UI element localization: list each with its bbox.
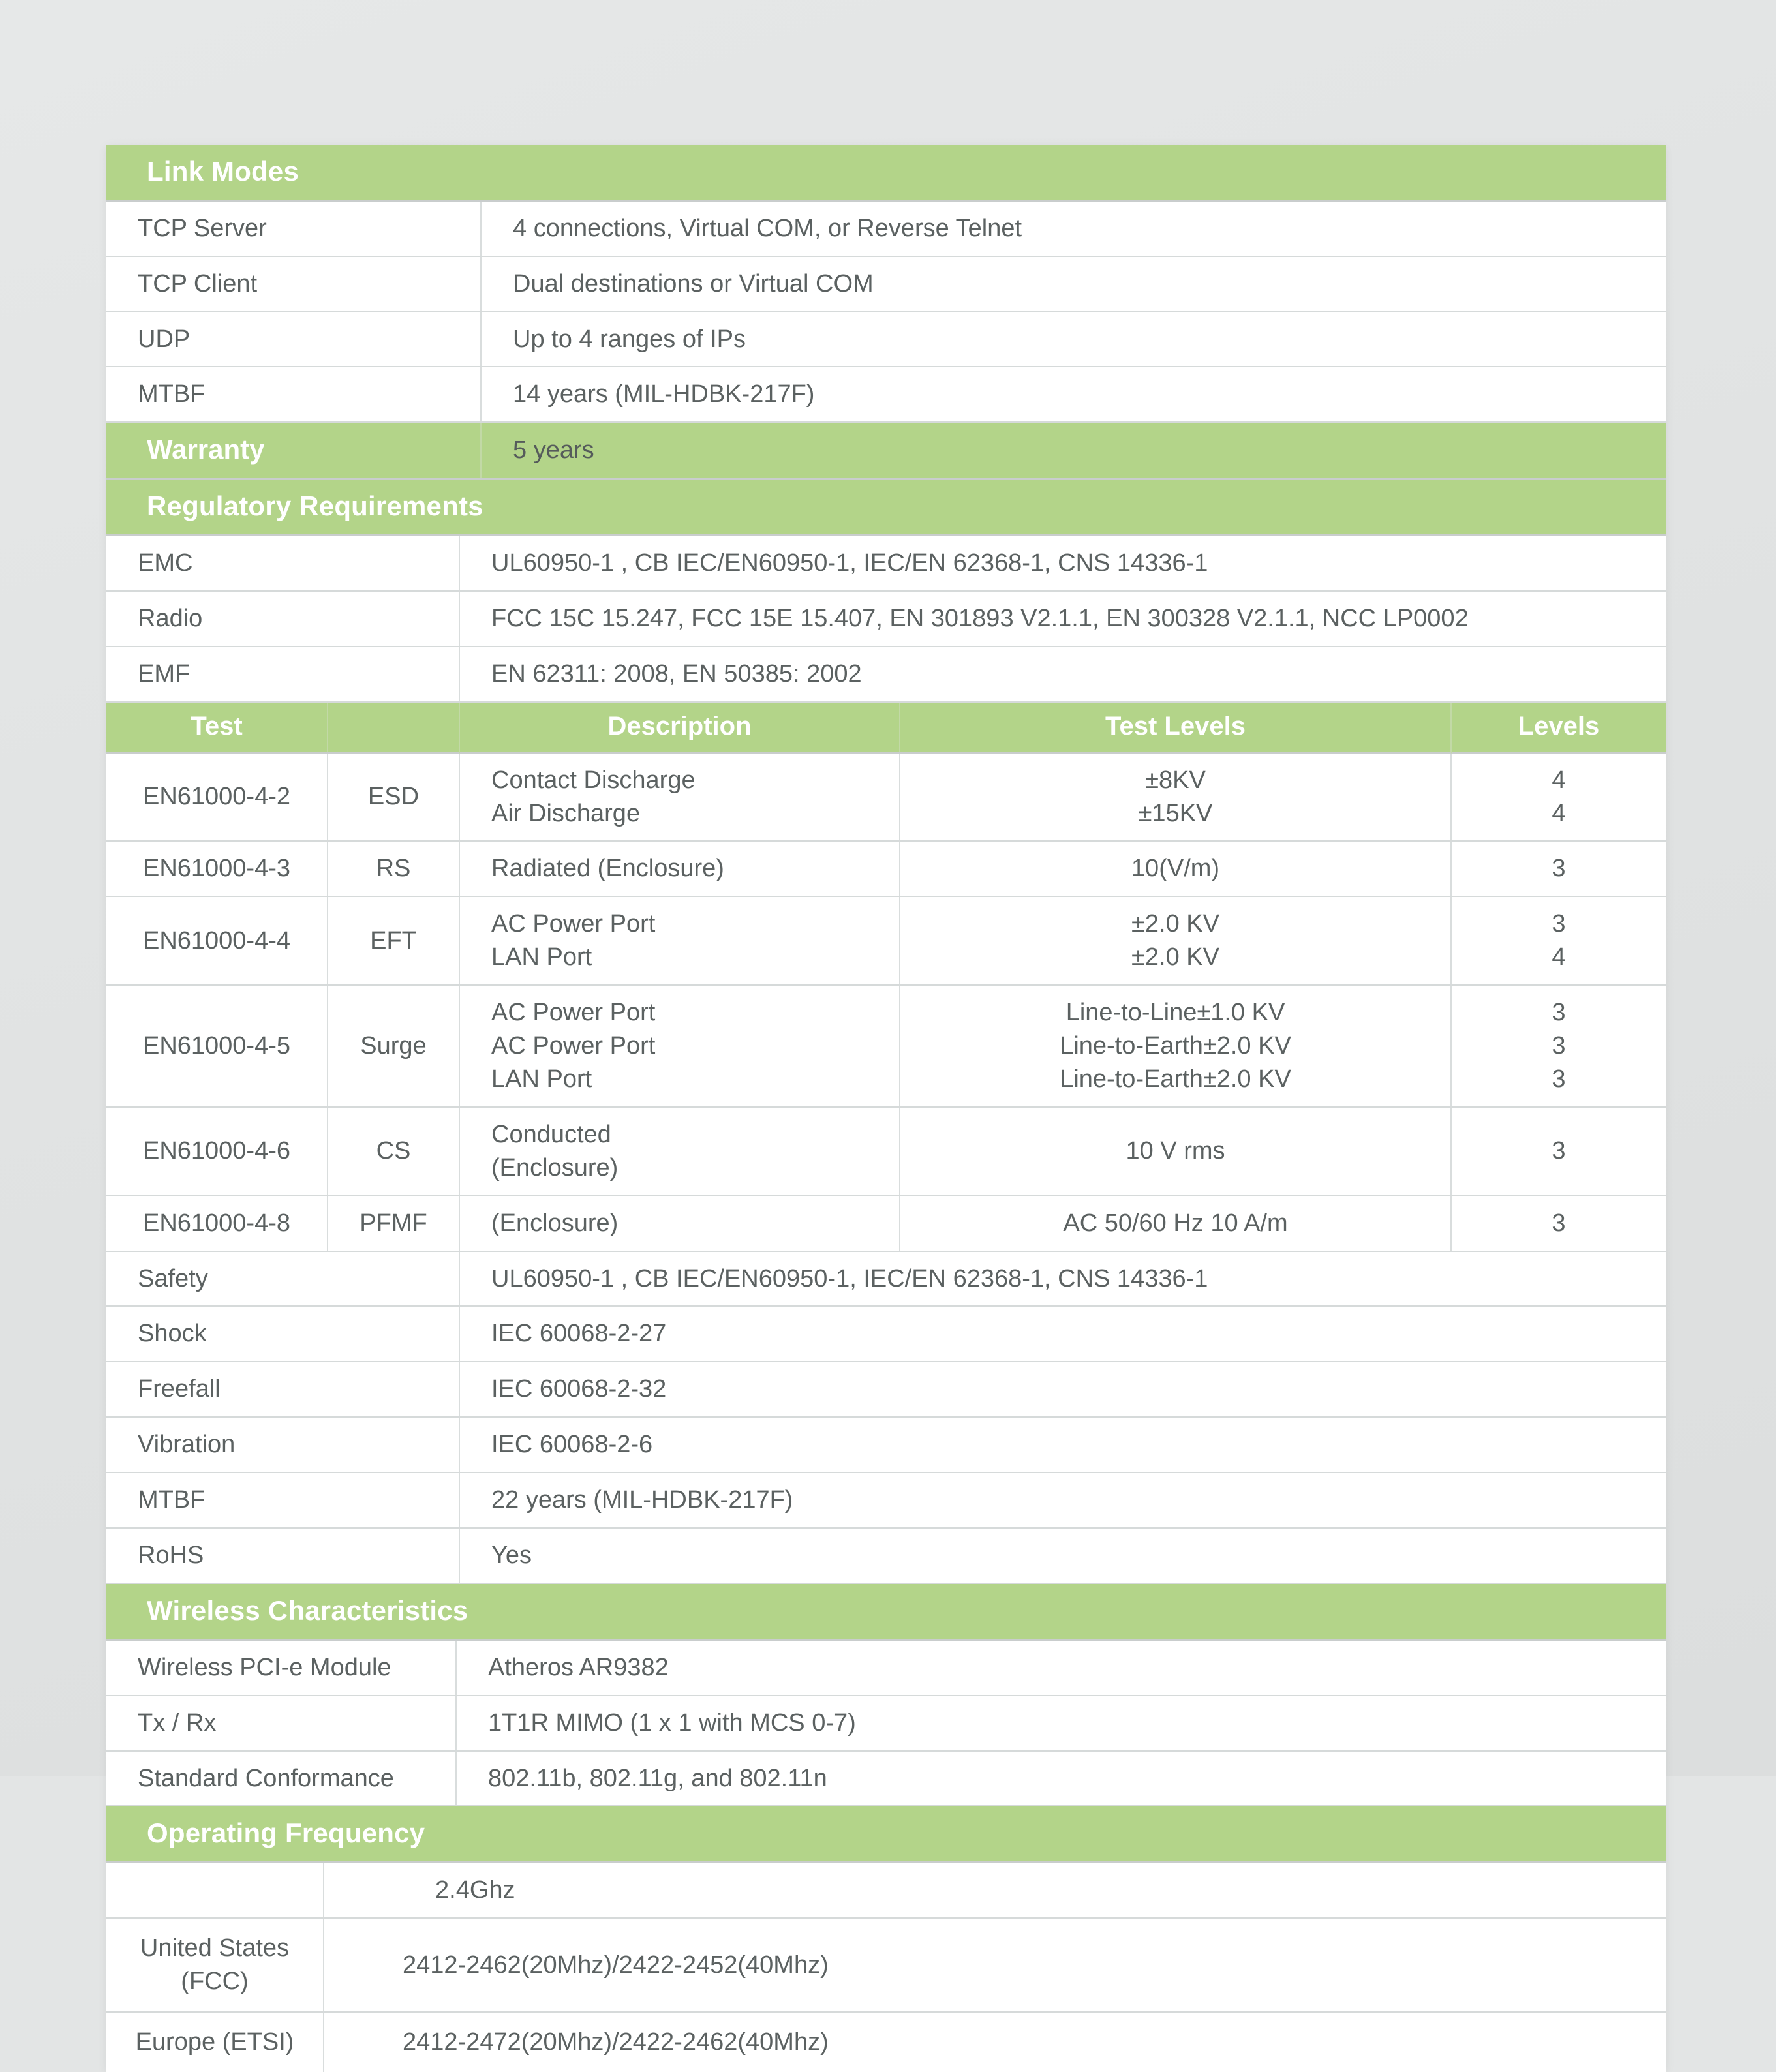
level-value: 3 xyxy=(1552,1209,1566,1237)
row-value: Yes xyxy=(491,1542,532,1570)
test-abbr: EFT xyxy=(328,897,460,984)
description-line: Air Discharge xyxy=(491,799,641,827)
test-description xyxy=(460,986,900,1106)
row-key: MTBF xyxy=(106,1473,460,1527)
test-abbr: PFMF xyxy=(328,1196,460,1251)
description-line: (Enclosure) xyxy=(491,1153,619,1181)
row-value: FCC 15C 15.247, FCC 15E 15.407, EN 301893 V2.1.1, EN 300328 V2.1.1, NCC LP0002 xyxy=(491,604,1469,632)
test-level-line: 10(V/m) xyxy=(1131,855,1220,883)
description-line: AC Power Port xyxy=(491,1032,656,1060)
row-value: IEC 60068-2-32 xyxy=(491,1375,667,1403)
test-level-line: Line-to-Line±1.0 KV xyxy=(1065,999,1285,1027)
section-header-operating-frequency: Operating Frequency xyxy=(106,1806,1666,1863)
band-row-spacer xyxy=(106,1863,324,1917)
section-row-warranty xyxy=(106,423,1666,480)
table-row xyxy=(106,647,1666,703)
test-level-line: ±15KV xyxy=(1138,799,1213,827)
test-level-line: Line-to-Earth±2.0 KV xyxy=(1060,1032,1291,1060)
level-value: 3 xyxy=(1552,1137,1566,1165)
test-level-line: AC 50/60 Hz 10 A/m xyxy=(1063,1209,1288,1237)
specification-table xyxy=(106,145,1666,2072)
level-value: 3 xyxy=(1552,999,1566,1027)
band-label: 2.4Ghz xyxy=(435,1876,515,1904)
description-line: AC Power Port xyxy=(491,999,656,1027)
row-value: 1T1R MIMO (1 x 1 with MCS 0-7) xyxy=(488,1709,856,1737)
table-row xyxy=(106,1696,1666,1752)
test-description xyxy=(460,842,900,896)
level-value: 3 xyxy=(1552,1032,1566,1060)
column-header-test-levels: Test Levels xyxy=(900,703,1452,754)
description-line: AC Power Port xyxy=(491,910,656,938)
row-value: 2412-2462(20Mhz)/2422-2452(40Mhz) xyxy=(403,1951,829,1979)
table-row xyxy=(106,1473,1666,1529)
section-header-link-modes: Link Modes xyxy=(106,145,1666,202)
description-line: LAN Port xyxy=(491,1065,592,1093)
test-levels xyxy=(900,842,1452,896)
table-row xyxy=(106,312,1666,368)
column-header-levels: Levels xyxy=(1452,703,1666,754)
row-key: Freefall xyxy=(106,1362,460,1416)
test-levels xyxy=(900,897,1452,984)
table-row xyxy=(106,257,1666,312)
test-levels xyxy=(900,1108,1452,1195)
test-abbr: ESD xyxy=(328,754,460,841)
column-header-description: Description xyxy=(460,703,900,754)
table-row xyxy=(106,536,1666,592)
test-level-line: ±8KV xyxy=(1145,766,1206,794)
test-id: EN61000-4-2 xyxy=(106,754,328,841)
test-abbr: RS xyxy=(328,842,460,896)
table-row xyxy=(106,1108,1666,1196)
test-level-line: ±2.0 KV xyxy=(1131,943,1219,971)
level-value: 3 xyxy=(1552,1065,1566,1093)
test-level-line: Line-to-Earth±2.0 KV xyxy=(1060,1065,1291,1093)
table-row xyxy=(106,2013,1666,2072)
table-row xyxy=(106,1752,1666,1807)
level-value: 3 xyxy=(1552,910,1566,938)
warranty-value: 5 years xyxy=(513,436,594,465)
level-value: 4 xyxy=(1552,766,1566,794)
row-key: Wireless PCI-e Module xyxy=(106,1641,457,1695)
row-key: Standard Conformance xyxy=(106,1752,457,1806)
level-values xyxy=(1452,897,1666,984)
row-key: United States (FCC) xyxy=(106,1919,324,2011)
table-row-band-header xyxy=(106,1863,1666,1919)
level-value: 4 xyxy=(1552,799,1566,827)
row-value: IEC 60068-2-6 xyxy=(491,1431,653,1459)
table-row xyxy=(106,1252,1666,1307)
test-abbr: CS xyxy=(328,1108,460,1195)
row-value: UL60950-1 , CB IEC/EN60950-1, IEC/EN 62368-1, CNS 14336-1 xyxy=(491,1264,1208,1292)
row-key: Safety xyxy=(106,1252,460,1306)
row-key: Shock xyxy=(106,1307,460,1361)
test-level-line: 10 V rms xyxy=(1125,1137,1225,1165)
test-description xyxy=(460,897,900,984)
row-key: RoHS xyxy=(106,1529,460,1583)
emc-table-header xyxy=(106,703,1666,754)
test-level-line: ±2.0 KV xyxy=(1131,910,1219,938)
table-row xyxy=(106,1362,1666,1418)
column-header-abbr xyxy=(328,703,460,754)
warranty-label: Warranty xyxy=(106,423,482,478)
table-row xyxy=(106,1641,1666,1696)
row-value: 14 years (MIL-HDBK-217F) xyxy=(513,380,815,408)
test-levels xyxy=(900,986,1452,1106)
row-value: IEC 60068-2-27 xyxy=(491,1320,667,1348)
table-row xyxy=(106,897,1666,986)
section-header-regulatory-requirements: Regulatory Requirements xyxy=(106,480,1666,536)
description-line: Conducted xyxy=(491,1120,611,1148)
table-row xyxy=(106,1307,1666,1362)
table-row xyxy=(106,1418,1666,1473)
test-id: EN61000-4-6 xyxy=(106,1108,328,1195)
test-id: EN61000-4-3 xyxy=(106,842,328,896)
table-row xyxy=(106,1196,1666,1252)
row-key: TCP Server xyxy=(106,202,482,256)
test-description xyxy=(460,1196,900,1251)
row-key: Vibration xyxy=(106,1418,460,1472)
row-key: Europe (ETSI) xyxy=(106,2013,324,2072)
test-id: EN61000-4-4 xyxy=(106,897,328,984)
table-row xyxy=(106,754,1666,842)
row-key: UDP xyxy=(106,312,482,367)
test-abbr: Surge xyxy=(328,986,460,1106)
row-value: UL60950-1 , CB IEC/EN60950-1, IEC/EN 62368-1, CNS 14336-1 xyxy=(491,549,1208,577)
table-row xyxy=(106,1919,1666,2013)
level-values xyxy=(1452,1196,1666,1251)
test-levels xyxy=(900,754,1452,841)
level-values xyxy=(1452,1108,1666,1195)
table-row xyxy=(106,1529,1666,1584)
row-value: 2412-2472(20Mhz)/2422-2462(40Mhz) xyxy=(403,2028,829,2056)
table-row xyxy=(106,842,1666,897)
test-description xyxy=(460,1108,900,1195)
level-value: 3 xyxy=(1552,855,1566,883)
row-value: 4 connections, Virtual COM, or Reverse Telnet xyxy=(513,214,1022,242)
row-value: 22 years (MIL-HDBK-217F) xyxy=(491,1486,793,1514)
table-row xyxy=(106,592,1666,647)
test-levels xyxy=(900,1196,1452,1251)
row-value: Up to 4 ranges of IPs xyxy=(513,325,746,353)
row-key: MTBF xyxy=(106,367,482,421)
description-line: Contact Discharge xyxy=(491,766,696,794)
level-values xyxy=(1452,842,1666,896)
level-values xyxy=(1452,986,1666,1106)
row-value: EN 62311: 2008, EN 50385: 2002 xyxy=(491,660,862,688)
description-line: (Enclosure) xyxy=(491,1209,619,1237)
row-value: Dual destinations or Virtual COM xyxy=(513,269,874,297)
row-key: EMC xyxy=(106,536,460,590)
row-value: Atheros AR9382 xyxy=(488,1653,669,1681)
level-values xyxy=(1452,754,1666,841)
description-line: Radiated (Enclosure) xyxy=(491,855,724,883)
section-header-wireless-characteristics: Wireless Characteristics xyxy=(106,1584,1666,1641)
row-key: Tx / Rx xyxy=(106,1696,457,1750)
level-value: 4 xyxy=(1552,943,1566,971)
test-description xyxy=(460,754,900,841)
description-line: LAN Port xyxy=(491,943,592,971)
column-header-test: Test xyxy=(106,703,328,754)
row-key: EMF xyxy=(106,647,460,701)
row-key: Radio xyxy=(106,592,460,646)
table-row xyxy=(106,202,1666,257)
table-row xyxy=(106,367,1666,423)
test-id: EN61000-4-8 xyxy=(106,1196,328,1251)
test-id: EN61000-4-5 xyxy=(106,986,328,1106)
row-key: TCP Client xyxy=(106,257,482,311)
row-value: 802.11b, 802.11g, and 802.11n xyxy=(488,1764,827,1792)
table-row xyxy=(106,986,1666,1108)
